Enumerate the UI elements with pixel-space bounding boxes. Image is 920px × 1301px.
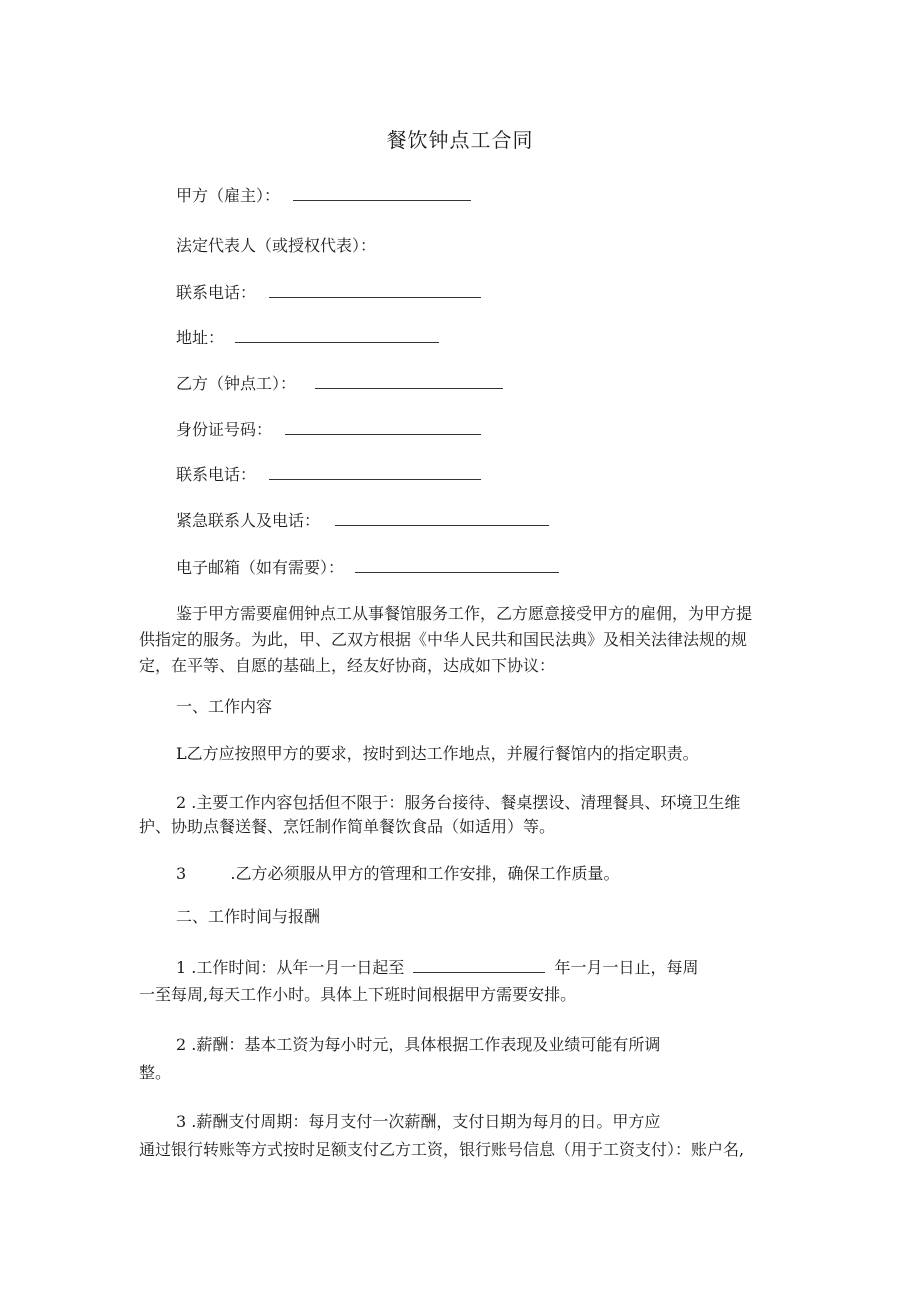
emergency-row	[176, 511, 549, 531]
section-2-item-1-line-2: 一至每周,每天工作小时。具体上下班时间根据甲方需要安排。	[139, 985, 577, 1004]
section-1-item-1: L乙方应按照甲方的要求，按时到达工作地点，并履行餐馆内的指定职责。	[176, 744, 699, 763]
email-label: 电子邮箱（如有需要）：	[176, 558, 345, 577]
work-period-start-text: 1 .工作时间：从年一月一日起至	[176, 958, 405, 977]
id-number-label: 身份证号码：	[176, 420, 273, 439]
party-a-label: 甲方（雇主）：	[176, 186, 281, 205]
work-period-end-text: 年一月一日止，每周	[554, 958, 699, 977]
id-number-row	[176, 420, 481, 440]
phone-b-label: 联系电话：	[176, 465, 257, 484]
section-2-item-3-line-2: 通过银行转账等方式按时足额支付乙方工资，银行账号信息（用于工资支付）：账户名,	[139, 1140, 745, 1159]
section-2-item-1-line-1	[176, 958, 699, 978]
email-blank[interactable]	[355, 558, 559, 573]
section-1-item-2-line-2: 护、协助点餐送餐、烹饪制作简单餐饮食品（如适用）等。	[139, 817, 556, 836]
preamble-line-1: 鉴于甲方需要雇佣钟点工从事餐馆服务工作，乙方愿意接受甲方的雇佣，为甲方提	[176, 604, 753, 623]
section-1-item-2-line-1: 2 .主要工作内容包括但不限于：服务台接待、餐桌摆设、清理餐具、环境卫生维	[176, 793, 741, 812]
section-1-item-3	[176, 864, 619, 884]
section-2-item-2-line-2: 整。	[139, 1063, 172, 1082]
party-b-row	[176, 374, 503, 394]
email-row	[176, 558, 559, 578]
legal-rep-row	[176, 236, 376, 256]
preamble-line-3: 定，在平等、自愿的基础上，经友好协商，达成如下协议：	[139, 656, 556, 675]
phone-a-row	[176, 283, 481, 303]
phone-a-label: 联系电话：	[176, 283, 257, 302]
emergency-blank[interactable]	[335, 511, 549, 526]
page-title: 餐饮钟点工合同	[386, 128, 534, 152]
preamble-line-2: 供指定的服务。为此，甲、乙双方根据《中华人民共和国民法典》及相关法律法规的规	[139, 630, 748, 649]
address-blank[interactable]	[235, 328, 439, 343]
section-2-heading: 二、工作时间与报酬	[176, 907, 321, 926]
section-2-item-2-line-1: 2 .薪酬：基本工资为每小时元，具体根据工作表现及业绩可能有所调	[176, 1035, 661, 1054]
section-2-item-3-line-1: 3 .薪酬支付周期：每月支付一次薪酬，支付日期为每月的日。甲方应	[176, 1112, 661, 1131]
party-a-row	[176, 186, 471, 206]
address-row	[176, 328, 439, 348]
party-b-label: 乙方（钟点工）：	[176, 374, 297, 393]
emergency-label: 紧急联系人及电话：	[176, 511, 321, 530]
work-period-blank[interactable]	[413, 958, 545, 973]
id-number-blank[interactable]	[285, 420, 481, 435]
party-a-blank[interactable]	[293, 186, 471, 201]
legal-rep-label: 法定代表人（或授权代表）：	[176, 236, 377, 255]
phone-b-blank[interactable]	[269, 465, 481, 480]
section-1-heading: 一、工作内容	[176, 697, 273, 716]
phone-b-row	[176, 465, 481, 485]
phone-a-blank[interactable]	[269, 283, 481, 298]
section-1-item-3-number: 3	[176, 864, 187, 883]
party-b-blank[interactable]	[315, 374, 503, 389]
address-label: 地址：	[176, 328, 225, 347]
section-1-item-3-text: .乙方必须服从甲方的管理和工作安排，确保工作质量。	[230, 864, 620, 883]
